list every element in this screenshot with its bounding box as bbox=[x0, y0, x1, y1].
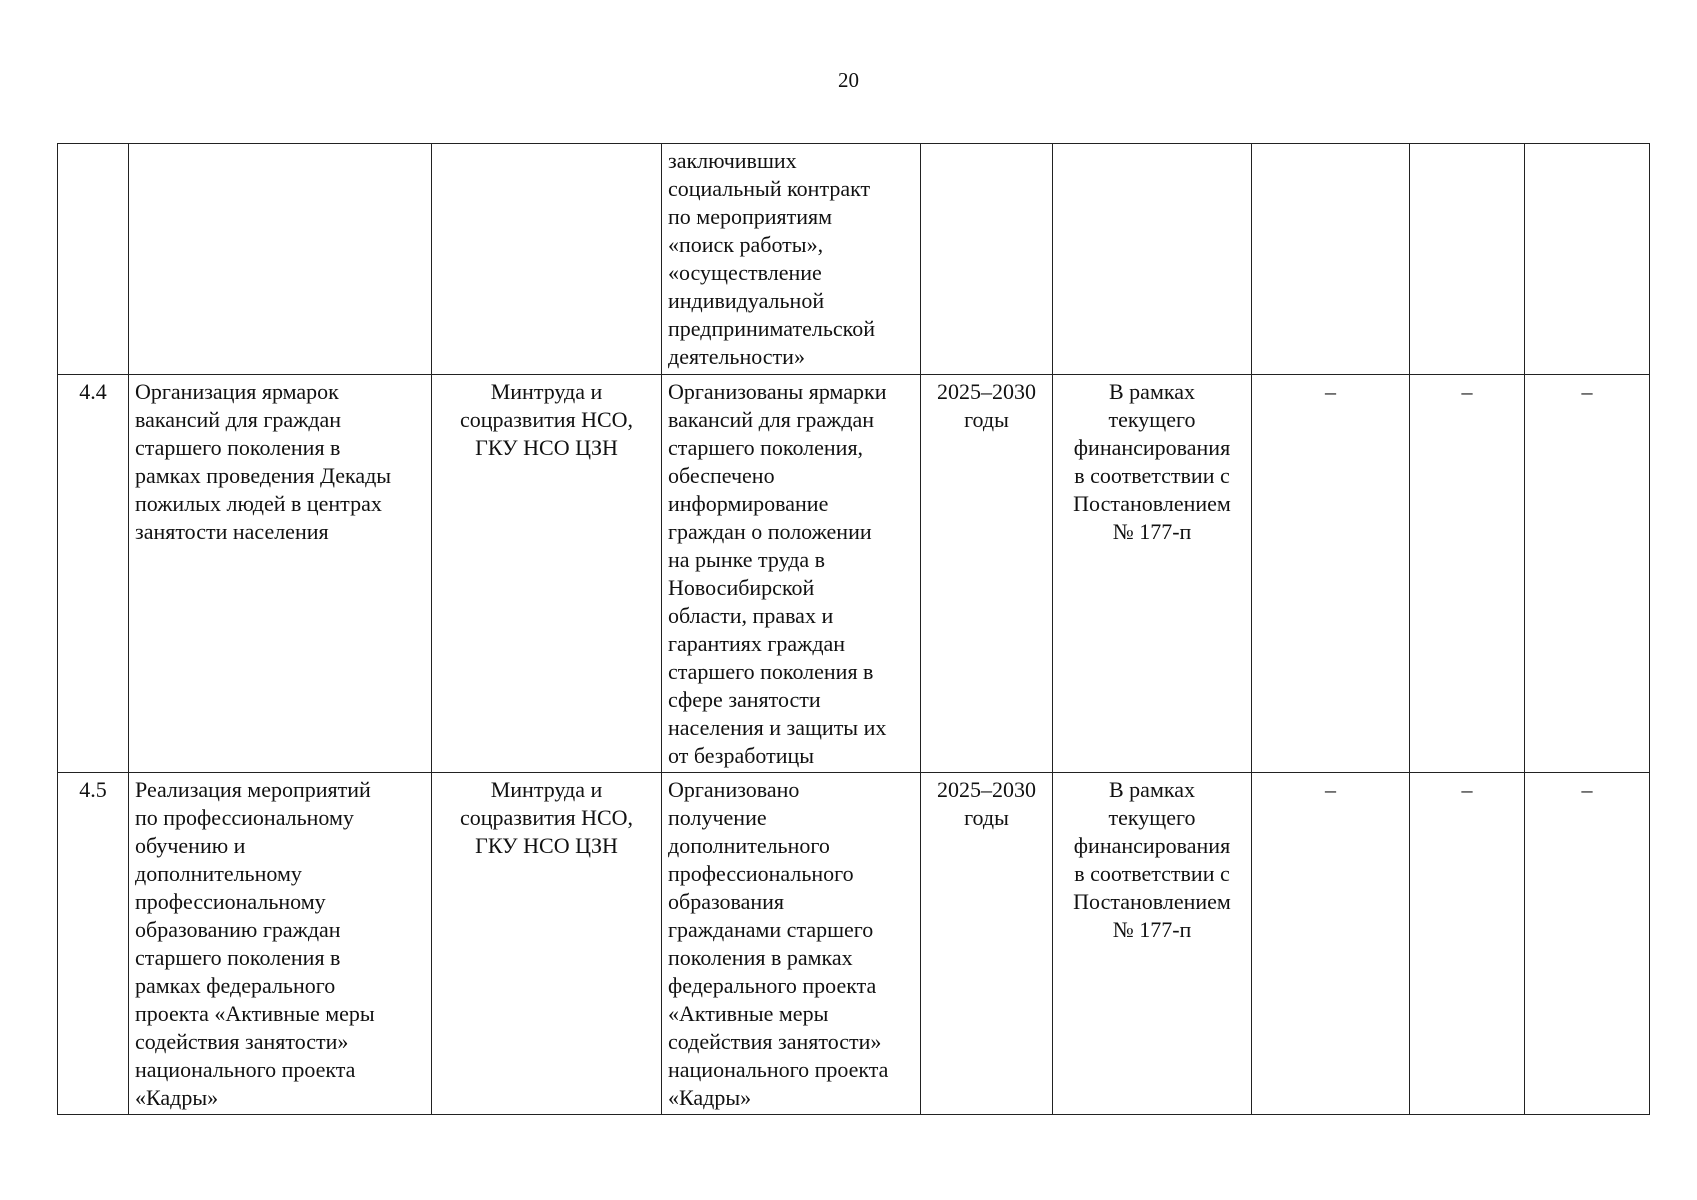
cell-col7 bbox=[1252, 144, 1410, 375]
cell-financing: В рамках текущего финансирования в соответствии с Постановлением № 177-п bbox=[1053, 773, 1252, 1115]
cell-col8: – bbox=[1410, 773, 1525, 1115]
cell-number: 4.4 bbox=[58, 375, 129, 773]
cell-executor: Минтруда и соцразвития НСО, ГКУ НСО ЦЗН bbox=[432, 375, 662, 773]
cell-result: Организовано получение дополнительного профессионального образования гражданами старшего поколения в рамках федерального проекта «Активные меры содействия занятости» национального проекта «Кадры» bbox=[662, 773, 921, 1115]
cell-col9: – bbox=[1525, 375, 1650, 773]
cell-activity-name: Реализация мероприятий по профессиональному обучению и дополнительному профессиональному образованию граждан старшего поколения в рамках федерального проекта «Активные меры содействия занятости» национального проекта «Кадры» bbox=[129, 773, 432, 1115]
cell-period: 2025–2030 годы bbox=[921, 773, 1053, 1115]
cell-col7: – bbox=[1252, 773, 1410, 1115]
page-number: 20 bbox=[838, 68, 859, 92]
table-row bbox=[58, 773, 1650, 1115]
cell-activity-name: Организация ярмарок вакансий для граждан старшего поколения в рамках проведения Декады пожилых людей в центрах занятости населения bbox=[129, 375, 432, 773]
cell-result: Организованы ярмарки вакансий для граждан старшего поколения, обеспечено информирование граждан о положении на рынке труда в Новосибирской области, правах и гарантиях граждан старшего поколения в сфере занятости населения и защиты их от безработицы bbox=[662, 375, 921, 773]
cell-number bbox=[58, 144, 129, 375]
cell-col8 bbox=[1410, 144, 1525, 375]
cell-col9: – bbox=[1525, 773, 1650, 1115]
cell-financing bbox=[1053, 144, 1252, 375]
cell-period: 2025–2030 годы bbox=[921, 375, 1053, 773]
cell-financing: В рамках текущего финансирования в соответствии с Постановлением № 177-п bbox=[1053, 375, 1252, 773]
cell-col8: – bbox=[1410, 375, 1525, 773]
cell-col9 bbox=[1525, 144, 1650, 375]
cell-activity-name bbox=[129, 144, 432, 375]
activities-table bbox=[57, 143, 1650, 1115]
cell-period bbox=[921, 144, 1053, 375]
table-row bbox=[58, 144, 1650, 375]
table-row bbox=[58, 375, 1650, 773]
cell-result: заключивших социальный контракт по мероприятиям «поиск работы», «осуществление индивидуальной предпринимательской деятельности» bbox=[662, 144, 921, 375]
cell-number: 4.5 bbox=[58, 773, 129, 1115]
cell-col7: – bbox=[1252, 375, 1410, 773]
cell-executor: Минтруда и соцразвития НСО, ГКУ НСО ЦЗН bbox=[432, 773, 662, 1115]
cell-executor bbox=[432, 144, 662, 375]
